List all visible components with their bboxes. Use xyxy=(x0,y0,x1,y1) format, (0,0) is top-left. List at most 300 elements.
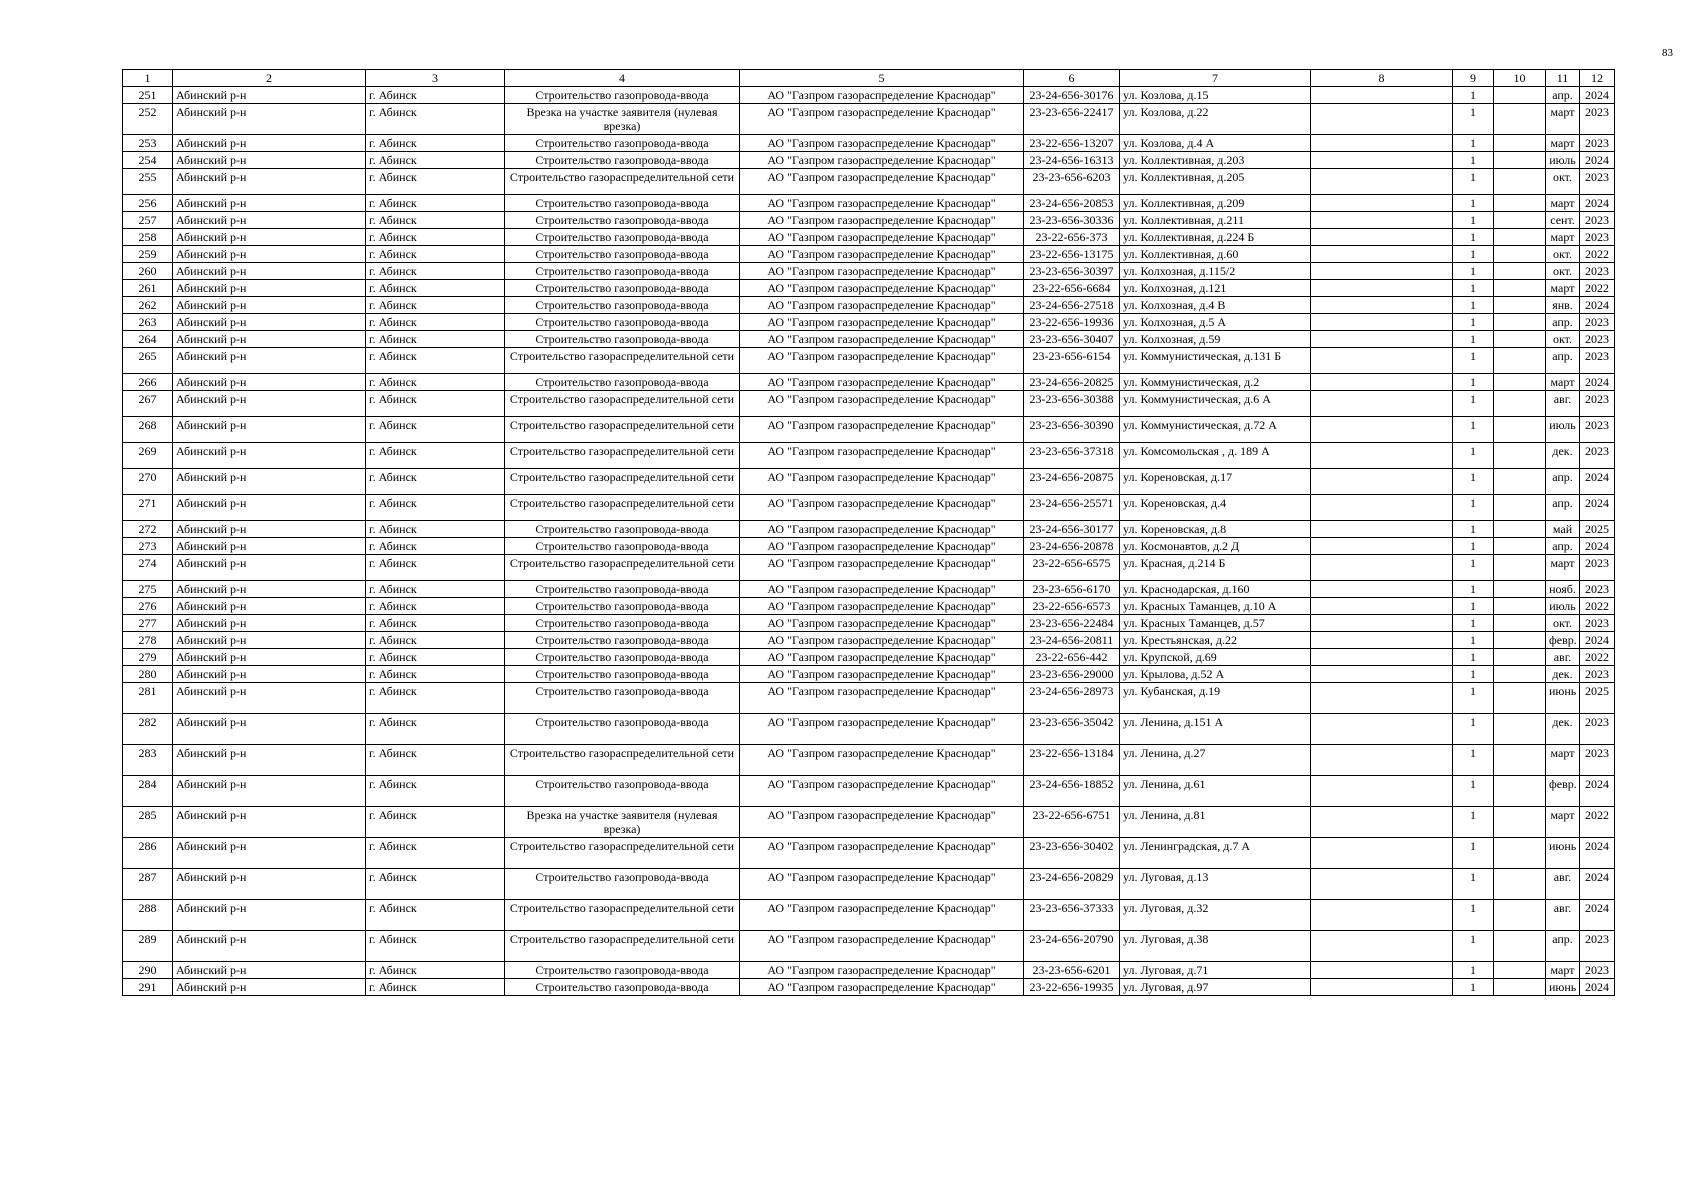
address-cell: ул. Крупской, д.69 xyxy=(1120,649,1311,666)
work-type-cell: Строительство газораспределительной сети xyxy=(505,417,740,443)
month-cell: авг. xyxy=(1546,391,1580,417)
address-cell: ул. Краснодарская, д.160 xyxy=(1120,581,1311,598)
row-number: 274 xyxy=(123,555,173,581)
district-cell: Абинский р-н xyxy=(173,229,366,246)
table-row xyxy=(123,246,1615,263)
address-cell: ул. Кореновская, д.17 xyxy=(1120,469,1311,495)
work-type-cell: Строительство газопровода-ввода xyxy=(505,263,740,280)
year-cell: 2022 xyxy=(1580,649,1615,666)
address-cell: ул. Луговая, д.38 xyxy=(1120,931,1311,962)
district-cell: Абинский р-н xyxy=(173,807,366,838)
organization-cell: АО "Газпром газораспределение Краснодар" xyxy=(740,297,1024,314)
table-row xyxy=(123,776,1615,807)
district-cell: Абинский р-н xyxy=(173,581,366,598)
district-cell: Абинский р-н xyxy=(173,280,366,297)
column-10-cell xyxy=(1494,169,1546,195)
column-8-cell xyxy=(1311,807,1453,838)
city-cell: г. Абинск xyxy=(366,598,505,615)
month-cell: март xyxy=(1546,374,1580,391)
year-cell: 2023 xyxy=(1580,212,1615,229)
year-cell: 2023 xyxy=(1580,229,1615,246)
month-cell: апр. xyxy=(1546,348,1580,374)
work-type-cell: Строительство газопровода-ввода xyxy=(505,598,740,615)
row-number: 267 xyxy=(123,391,173,417)
address-cell: ул. Ленина, д.81 xyxy=(1120,807,1311,838)
work-type-cell: Строительство газораспределительной сети xyxy=(505,443,740,469)
city-cell: г. Абинск xyxy=(366,348,505,374)
column-10-cell xyxy=(1494,229,1546,246)
district-cell: Абинский р-н xyxy=(173,900,366,931)
quantity-cell: 1 xyxy=(1453,666,1494,683)
address-cell: ул. Космонавтов, д.2 Д xyxy=(1120,538,1311,555)
year-cell: 2023 xyxy=(1580,135,1615,152)
column-8-cell xyxy=(1311,331,1453,348)
organization-cell: АО "Газпром газораспределение Краснодар" xyxy=(740,469,1024,495)
application-number-cell: 23-23-656-6154 xyxy=(1024,348,1120,374)
city-cell: г. Абинск xyxy=(366,469,505,495)
column-10-cell xyxy=(1494,495,1546,521)
column-10-cell xyxy=(1494,87,1546,104)
column-10-cell xyxy=(1494,838,1546,869)
district-cell: Абинский р-н xyxy=(173,212,366,229)
year-cell: 2023 xyxy=(1580,417,1615,443)
organization-cell: АО "Газпром газораспределение Краснодар" xyxy=(740,391,1024,417)
column-10-cell xyxy=(1494,714,1546,745)
column-8-cell xyxy=(1311,417,1453,443)
organization-cell: АО "Газпром газораспределение Краснодар" xyxy=(740,521,1024,538)
work-type-cell: Строительство газопровода-ввода xyxy=(505,683,740,714)
column-8-cell xyxy=(1311,776,1453,807)
year-cell: 2023 xyxy=(1580,348,1615,374)
work-type-cell: Строительство газораспределительной сети xyxy=(505,745,740,776)
column-10-cell xyxy=(1494,555,1546,581)
column-10-cell xyxy=(1494,598,1546,615)
table-row xyxy=(123,152,1615,169)
work-type-cell: Строительство газопровода-ввода xyxy=(505,135,740,152)
table-row xyxy=(123,521,1615,538)
quantity-cell: 1 xyxy=(1453,979,1494,996)
work-type-cell: Строительство газопровода-ввода xyxy=(505,979,740,996)
organization-cell: АО "Газпром газораспределение Краснодар" xyxy=(740,314,1024,331)
column-10-cell xyxy=(1494,263,1546,280)
row-number: 288 xyxy=(123,900,173,931)
column-8-cell xyxy=(1311,152,1453,169)
application-number-cell: 23-23-656-6170 xyxy=(1024,581,1120,598)
month-cell: март xyxy=(1546,280,1580,297)
column-10-cell xyxy=(1494,666,1546,683)
month-cell: март xyxy=(1546,195,1580,212)
column-8-cell xyxy=(1311,900,1453,931)
city-cell: г. Абинск xyxy=(366,632,505,649)
application-number-cell: 23-22-656-19936 xyxy=(1024,314,1120,331)
row-number: 279 xyxy=(123,649,173,666)
city-cell: г. Абинск xyxy=(366,263,505,280)
year-cell: 2023 xyxy=(1580,263,1615,280)
application-number-cell: 23-22-656-442 xyxy=(1024,649,1120,666)
organization-cell: АО "Газпром газораспределение Краснодар" xyxy=(740,962,1024,979)
district-cell: Абинский р-н xyxy=(173,417,366,443)
work-type-cell: Строительство газораспределительной сети xyxy=(505,169,740,195)
column-8-cell xyxy=(1311,314,1453,331)
quantity-cell: 1 xyxy=(1453,246,1494,263)
table-row xyxy=(123,87,1615,104)
table-row xyxy=(123,104,1615,135)
organization-cell: АО "Газпром газораспределение Краснодар" xyxy=(740,417,1024,443)
row-number: 263 xyxy=(123,314,173,331)
column-10-cell xyxy=(1494,931,1546,962)
column-10-cell xyxy=(1494,979,1546,996)
district-cell: Абинский р-н xyxy=(173,297,366,314)
row-number: 259 xyxy=(123,246,173,263)
work-type-cell: Строительство газопровода-ввода xyxy=(505,666,740,683)
organization-cell: АО "Газпром газораспределение Краснодар" xyxy=(740,776,1024,807)
quantity-cell: 1 xyxy=(1453,555,1494,581)
city-cell: г. Абинск xyxy=(366,246,505,263)
row-number: 256 xyxy=(123,195,173,212)
organization-cell: АО "Газпром газораспределение Краснодар" xyxy=(740,714,1024,745)
table-row xyxy=(123,555,1615,581)
district-cell: Абинский р-н xyxy=(173,649,366,666)
address-cell: ул. Коммунистическая, д.2 xyxy=(1120,374,1311,391)
row-number: 251 xyxy=(123,87,173,104)
column-8-cell xyxy=(1311,745,1453,776)
city-cell: г. Абинск xyxy=(366,417,505,443)
address-cell: ул. Козлова, д.15 xyxy=(1120,87,1311,104)
table-row xyxy=(123,229,1615,246)
work-type-cell: Строительство газопровода-ввода xyxy=(505,87,740,104)
quantity-cell: 1 xyxy=(1453,495,1494,521)
table-row xyxy=(123,962,1615,979)
organization-cell: АО "Газпром газораспределение Краснодар" xyxy=(740,331,1024,348)
city-cell: г. Абинск xyxy=(366,212,505,229)
address-cell: ул. Ленина, д.61 xyxy=(1120,776,1311,807)
year-cell: 2024 xyxy=(1580,869,1615,900)
quantity-cell: 1 xyxy=(1453,838,1494,869)
address-cell: ул. Коммунистическая, д.72 А xyxy=(1120,417,1311,443)
application-number-cell: 23-23-656-29000 xyxy=(1024,666,1120,683)
work-type-cell: Врезка на участке заявителя (нулевая врезка) xyxy=(505,104,740,135)
work-type-cell: Строительство газораспределительной сети xyxy=(505,469,740,495)
month-cell: июнь xyxy=(1546,838,1580,869)
organization-cell: АО "Газпром газораспределение Краснодар" xyxy=(740,280,1024,297)
month-cell: апр. xyxy=(1546,87,1580,104)
work-type-cell: Строительство газораспределительной сети xyxy=(505,555,740,581)
quantity-cell: 1 xyxy=(1453,776,1494,807)
application-number-cell: 23-23-656-30407 xyxy=(1024,331,1120,348)
address-cell: ул. Коллективная, д.203 xyxy=(1120,152,1311,169)
table-row xyxy=(123,869,1615,900)
address-cell: ул. Кореновская, д.8 xyxy=(1120,521,1311,538)
application-number-cell: 23-22-656-373 xyxy=(1024,229,1120,246)
column-8-cell xyxy=(1311,598,1453,615)
work-type-cell: Строительство газопровода-ввода xyxy=(505,314,740,331)
application-number-cell: 23-22-656-13207 xyxy=(1024,135,1120,152)
year-cell: 2024 xyxy=(1580,632,1615,649)
year-cell: 2023 xyxy=(1580,615,1615,632)
quantity-cell: 1 xyxy=(1453,538,1494,555)
month-cell: март xyxy=(1546,229,1580,246)
column-header-12: 12 xyxy=(1580,70,1615,87)
address-cell: ул. Колхозная, д.4 В xyxy=(1120,297,1311,314)
column-8-cell xyxy=(1311,683,1453,714)
column-10-cell xyxy=(1494,348,1546,374)
quantity-cell: 1 xyxy=(1453,649,1494,666)
organization-cell: АО "Газпром газораспределение Краснодар" xyxy=(740,152,1024,169)
table-row xyxy=(123,931,1615,962)
work-type-cell: Строительство газопровода-ввода xyxy=(505,374,740,391)
application-number-cell: 23-22-656-13175 xyxy=(1024,246,1120,263)
organization-cell: АО "Газпром газораспределение Краснодар" xyxy=(740,745,1024,776)
year-cell: 2025 xyxy=(1580,683,1615,714)
application-number-cell: 23-23-656-30397 xyxy=(1024,263,1120,280)
quantity-cell: 1 xyxy=(1453,443,1494,469)
quantity-cell: 1 xyxy=(1453,417,1494,443)
address-cell: ул. Кореновская, д.4 xyxy=(1120,495,1311,521)
work-type-cell: Строительство газораспределительной сети xyxy=(505,348,740,374)
row-number: 257 xyxy=(123,212,173,229)
quantity-cell: 1 xyxy=(1453,931,1494,962)
month-cell: апр. xyxy=(1546,538,1580,555)
work-type-cell: Строительство газопровода-ввода xyxy=(505,869,740,900)
column-10-cell xyxy=(1494,280,1546,297)
column-10-cell xyxy=(1494,212,1546,229)
city-cell: г. Абинск xyxy=(366,931,505,962)
table-row xyxy=(123,195,1615,212)
district-cell: Абинский р-н xyxy=(173,169,366,195)
quantity-cell: 1 xyxy=(1453,280,1494,297)
column-8-cell xyxy=(1311,469,1453,495)
organization-cell: АО "Газпром газораспределение Краснодар" xyxy=(740,666,1024,683)
column-10-cell xyxy=(1494,135,1546,152)
application-number-cell: 23-23-656-22417 xyxy=(1024,104,1120,135)
month-cell: дек. xyxy=(1546,443,1580,469)
year-cell: 2024 xyxy=(1580,374,1615,391)
column-10-cell xyxy=(1494,331,1546,348)
work-type-cell: Строительство газопровода-ввода xyxy=(505,331,740,348)
city-cell: г. Абинск xyxy=(366,745,505,776)
application-number-cell: 23-22-656-6751 xyxy=(1024,807,1120,838)
address-cell: ул. Луговая, д.71 xyxy=(1120,962,1311,979)
column-10-cell xyxy=(1494,391,1546,417)
table-row xyxy=(123,666,1615,683)
organization-cell: АО "Газпром газораспределение Краснодар" xyxy=(740,538,1024,555)
work-type-cell: Строительство газораспределительной сети xyxy=(505,900,740,931)
quantity-cell: 1 xyxy=(1453,314,1494,331)
application-number-cell: 23-24-656-20829 xyxy=(1024,869,1120,900)
row-number: 278 xyxy=(123,632,173,649)
work-type-cell: Строительство газопровода-ввода xyxy=(505,538,740,555)
district-cell: Абинский р-н xyxy=(173,104,366,135)
column-8-cell xyxy=(1311,666,1453,683)
row-number: 277 xyxy=(123,615,173,632)
address-cell: ул. Козлова, д.4 А xyxy=(1120,135,1311,152)
quantity-cell: 1 xyxy=(1453,391,1494,417)
organization-cell: АО "Газпром газораспределение Краснодар" xyxy=(740,649,1024,666)
organization-cell: АО "Газпром газораспределение Краснодар" xyxy=(740,348,1024,374)
year-cell: 2023 xyxy=(1580,714,1615,745)
month-cell: окт. xyxy=(1546,331,1580,348)
row-number: 289 xyxy=(123,931,173,962)
address-cell: ул. Коллективная, д.205 xyxy=(1120,169,1311,195)
city-cell: г. Абинск xyxy=(366,280,505,297)
application-number-cell: 23-24-656-16313 xyxy=(1024,152,1120,169)
city-cell: г. Абинск xyxy=(366,807,505,838)
row-number: 268 xyxy=(123,417,173,443)
application-number-cell: 23-22-656-6684 xyxy=(1024,280,1120,297)
column-10-cell xyxy=(1494,900,1546,931)
month-cell: июнь xyxy=(1546,683,1580,714)
address-cell: ул. Колхозная, д.5 А xyxy=(1120,314,1311,331)
organization-cell: АО "Газпром газораспределение Краснодар" xyxy=(740,104,1024,135)
row-number: 270 xyxy=(123,469,173,495)
work-type-cell: Строительство газопровода-ввода xyxy=(505,297,740,314)
quantity-cell: 1 xyxy=(1453,229,1494,246)
year-cell: 2024 xyxy=(1580,152,1615,169)
application-number-cell: 23-24-656-18852 xyxy=(1024,776,1120,807)
table-row xyxy=(123,297,1615,314)
organization-cell: АО "Газпром газораспределение Краснодар" xyxy=(740,195,1024,212)
city-cell: г. Абинск xyxy=(366,900,505,931)
table-row xyxy=(123,495,1615,521)
column-header-7: 7 xyxy=(1120,70,1311,87)
column-8-cell xyxy=(1311,555,1453,581)
district-cell: Абинский р-н xyxy=(173,632,366,649)
month-cell: авг. xyxy=(1546,649,1580,666)
year-cell: 2023 xyxy=(1580,314,1615,331)
column-8-cell xyxy=(1311,869,1453,900)
table-row xyxy=(123,581,1615,598)
row-number: 291 xyxy=(123,979,173,996)
row-number: 275 xyxy=(123,581,173,598)
district-cell: Абинский р-н xyxy=(173,469,366,495)
year-cell: 2023 xyxy=(1580,104,1615,135)
quantity-cell: 1 xyxy=(1453,683,1494,714)
month-cell: янв. xyxy=(1546,297,1580,314)
city-cell: г. Абинск xyxy=(366,521,505,538)
work-type-cell: Строительство газопровода-ввода xyxy=(505,776,740,807)
district-cell: Абинский р-н xyxy=(173,443,366,469)
table-row xyxy=(123,469,1615,495)
address-cell: ул. Колхозная, д.59 xyxy=(1120,331,1311,348)
work-type-cell: Строительство газораспределительной сети xyxy=(505,495,740,521)
application-number-cell: 23-23-656-37318 xyxy=(1024,443,1120,469)
year-cell: 2023 xyxy=(1580,555,1615,581)
year-cell: 2022 xyxy=(1580,280,1615,297)
column-8-cell xyxy=(1311,581,1453,598)
work-type-cell: Строительство газопровода-ввода xyxy=(505,632,740,649)
year-cell: 2023 xyxy=(1580,581,1615,598)
quantity-cell: 1 xyxy=(1453,169,1494,195)
address-cell: ул. Коллективная, д.211 xyxy=(1120,212,1311,229)
application-number-cell: 23-23-656-6203 xyxy=(1024,169,1120,195)
year-cell: 2022 xyxy=(1580,807,1615,838)
address-cell: ул. Колхозная, д.115/2 xyxy=(1120,263,1311,280)
application-number-cell: 23-23-656-30402 xyxy=(1024,838,1120,869)
work-type-cell: Строительство газопровода-ввода xyxy=(505,615,740,632)
table-row xyxy=(123,374,1615,391)
organization-cell: АО "Газпром газораспределение Краснодар" xyxy=(740,900,1024,931)
city-cell: г. Абинск xyxy=(366,87,505,104)
row-number: 260 xyxy=(123,263,173,280)
month-cell: апр. xyxy=(1546,495,1580,521)
column-10-cell xyxy=(1494,417,1546,443)
work-type-cell: Строительство газораспределительной сети xyxy=(505,391,740,417)
year-cell: 2024 xyxy=(1580,776,1615,807)
organization-cell: АО "Газпром газораспределение Краснодар" xyxy=(740,246,1024,263)
work-type-cell: Строительство газопровода-ввода xyxy=(505,152,740,169)
table-row xyxy=(123,391,1615,417)
column-10-cell xyxy=(1494,314,1546,331)
district-cell: Абинский р-н xyxy=(173,135,366,152)
address-cell: ул. Красная, д.214 Б xyxy=(1120,555,1311,581)
month-cell: окт. xyxy=(1546,615,1580,632)
year-cell: 2022 xyxy=(1580,246,1615,263)
column-8-cell xyxy=(1311,443,1453,469)
quantity-cell: 1 xyxy=(1453,745,1494,776)
district-cell: Абинский р-н xyxy=(173,598,366,615)
table-row xyxy=(123,169,1615,195)
organization-cell: АО "Газпром газораспределение Краснодар" xyxy=(740,263,1024,280)
quantity-cell: 1 xyxy=(1453,212,1494,229)
city-cell: г. Абинск xyxy=(366,495,505,521)
work-type-cell: Строительство газопровода-ввода xyxy=(505,581,740,598)
column-header-10: 10 xyxy=(1494,70,1546,87)
district-cell: Абинский р-н xyxy=(173,314,366,331)
district-cell: Абинский р-н xyxy=(173,521,366,538)
column-8-cell xyxy=(1311,104,1453,135)
application-number-cell: 23-24-656-20825 xyxy=(1024,374,1120,391)
year-cell: 2024 xyxy=(1580,538,1615,555)
month-cell: июнь xyxy=(1546,979,1580,996)
column-8-cell xyxy=(1311,135,1453,152)
address-cell: ул. Ленина, д.151 А xyxy=(1120,714,1311,745)
city-cell: г. Абинск xyxy=(366,331,505,348)
district-cell: Абинский р-н xyxy=(173,87,366,104)
column-8-cell xyxy=(1311,195,1453,212)
month-cell: февр. xyxy=(1546,776,1580,807)
quantity-cell: 1 xyxy=(1453,581,1494,598)
application-number-cell: 23-24-656-20790 xyxy=(1024,931,1120,962)
work-type-cell: Строительство газораспределительной сети xyxy=(505,838,740,869)
district-cell: Абинский р-н xyxy=(173,348,366,374)
organization-cell: АО "Газпром газораспределение Краснодар" xyxy=(740,581,1024,598)
city-cell: г. Абинск xyxy=(366,615,505,632)
register-table xyxy=(122,69,1615,996)
district-cell: Абинский р-н xyxy=(173,495,366,521)
organization-cell: АО "Газпром газораспределение Краснодар" xyxy=(740,615,1024,632)
column-8-cell xyxy=(1311,348,1453,374)
header-row xyxy=(123,70,1615,87)
table-row xyxy=(123,838,1615,869)
year-cell: 2023 xyxy=(1580,391,1615,417)
month-cell: март xyxy=(1546,104,1580,135)
application-number-cell: 23-23-656-30388 xyxy=(1024,391,1120,417)
column-8-cell xyxy=(1311,212,1453,229)
row-number: 285 xyxy=(123,807,173,838)
year-cell: 2024 xyxy=(1580,469,1615,495)
row-number: 271 xyxy=(123,495,173,521)
address-cell: ул. Красных Таманцев, д.57 xyxy=(1120,615,1311,632)
column-8-cell xyxy=(1311,615,1453,632)
address-cell: ул. Ленина, д.27 xyxy=(1120,745,1311,776)
work-type-cell: Строительство газопровода-ввода xyxy=(505,229,740,246)
year-cell: 2024 xyxy=(1580,195,1615,212)
month-cell: июль xyxy=(1546,152,1580,169)
city-cell: г. Абинск xyxy=(366,776,505,807)
quantity-cell: 1 xyxy=(1453,348,1494,374)
address-cell: ул. Коллективная, д.224 Б xyxy=(1120,229,1311,246)
year-cell: 2024 xyxy=(1580,900,1615,931)
